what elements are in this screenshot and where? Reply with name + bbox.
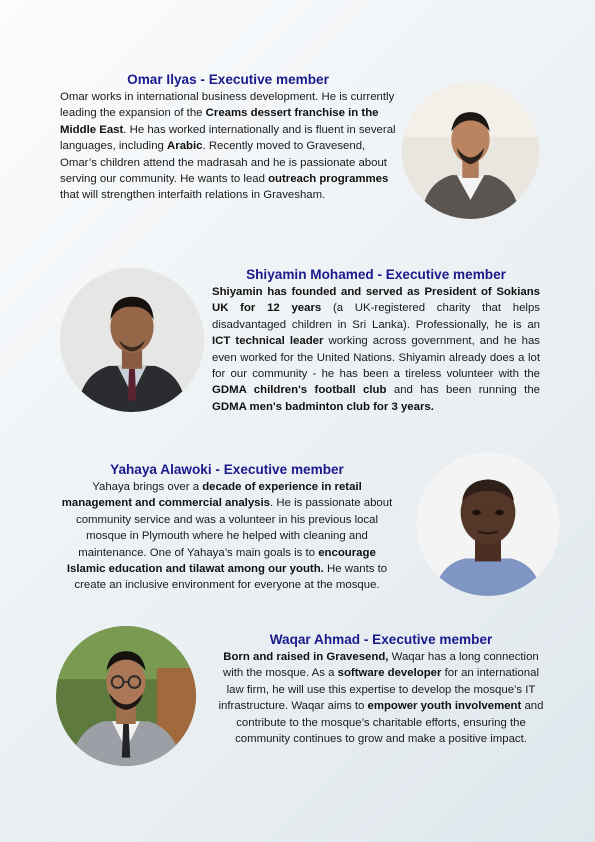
portrait-photo-shiyamin-mohamed (60, 268, 204, 412)
member-bio (212, 284, 540, 415)
bio-highlight: Shiyamin has founded and served as President of Sokians UK for 12 years (212, 286, 540, 315)
bio-highlight: decade of experience in retail management and commercial analysis (61, 481, 362, 510)
bio-highlight: Arabic (167, 140, 203, 153)
member-name: Waqar Ahmad - Executive member (269, 632, 493, 647)
bio-highlight: outreach programmes (268, 173, 389, 186)
member-name: Yahaya Alawoki - Executive member (110, 462, 344, 477)
bio-highlight: ICT technical leader (212, 335, 324, 348)
bio-highlight: Creams dessert franchise in the Middle East (60, 107, 379, 136)
bio-text: Omar works in international business development. He is currently leading the expansion of the (60, 91, 395, 120)
bio-text: for an international law firm, he will use this expertise to develop the mosque’s IT infrastructure. Waqar aims to (218, 667, 539, 713)
bio-text: Waqar has a long connection with the mosque. As a (223, 651, 539, 680)
bio-text: . Recently moved to Gravesend, Omar’s children attend the madrasah and he is passionate about serving our community. He wants to lead (60, 140, 387, 186)
portrait-photo-waqar-ahmad (56, 626, 196, 766)
member-bio (60, 479, 394, 594)
portrait-illustration (416, 452, 560, 596)
member-yahaya-alawoki (60, 462, 394, 594)
member-name: Omar Ilyas - Executive member (127, 72, 329, 87)
member-bio (60, 89, 396, 204)
member-name: Shiyamin Mohamed - Executive member (246, 267, 506, 282)
member-omar-ilyas (60, 72, 396, 204)
member-bio (216, 649, 546, 747)
bio-highlight: encourage Islamic education and tilawat among our youth. (66, 546, 376, 576)
bio-highlight: GDMA children's football club (212, 384, 387, 397)
portrait-photo-yahaya-alawoki (416, 452, 560, 596)
bio-highlight: GDMA men's badminton club for 3 years. (212, 400, 434, 413)
portrait-illustration (60, 268, 204, 412)
bio-highlight: Born and raised in Gravesend, (223, 651, 389, 663)
bio-text: and contribute to the mosque’s charitable efforts, ensuring the community continues to grow and make a positive impact. (235, 700, 544, 746)
bio-text: Yahaya brings over a (92, 481, 203, 493)
bio-text: He wants to create an inclusive environment for everyone at the mosque. (74, 563, 388, 592)
bio-text: (a UK-registered charity that helps disadvantaged children in Sri Lanka). Professionally, he is an (212, 302, 540, 331)
portrait-illustration (402, 82, 539, 219)
bio-text: that will strengthen interfaith relations in Gravesham. (60, 189, 326, 202)
portrait-photo-omar-ilyas (402, 82, 539, 219)
member-shiyamin-mohamed (212, 267, 540, 415)
portrait-illustration (56, 626, 196, 766)
bio-text: . He has worked internationally and is fluent in several languages, including (60, 123, 396, 153)
bio-highlight: empower youth involvement (367, 700, 522, 713)
bio-highlight: software developer (337, 667, 442, 680)
bio-text: and has been running the (386, 384, 540, 397)
bio-text: . He is passionate about community service and was a volunteer in his previous local mosque in Plymouth where he helped with cleaning and maintenance. One of Yahaya’s main goals is to (76, 497, 393, 559)
member-waqar-ahmad (216, 632, 546, 747)
bio-text: working across government, and he has even worked for the United Nations. Shiyamin already does a lot for our community - he has been a tireless volunteer with the (212, 335, 540, 381)
